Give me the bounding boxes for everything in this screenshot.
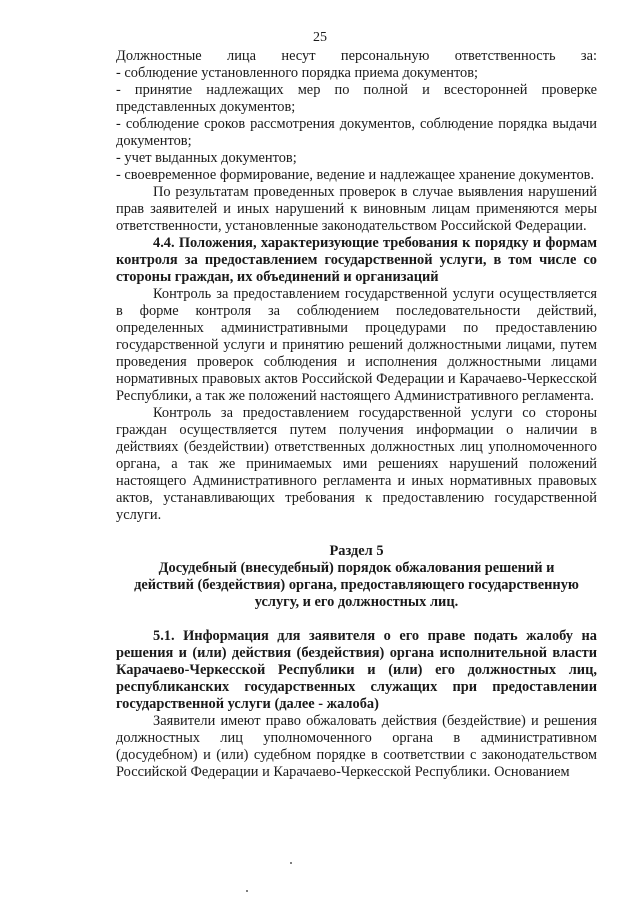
list-item: - принятие надлежащих мер по полной и всесторонней проверке представленных документов; [116,82,597,115]
scan-speck [246,890,248,892]
section-subtitle: действий (бездействия) органа, предоставляющего государственную [134,577,579,593]
list-item: - своевременное формирование, ведение и надлежащее хранение документов. [116,167,595,183]
paragraph-violations: По результатам проведенных проверок в случае выявления нарушений прав заявителей и иных нарушений к виновным лицам применяются меры ответственности, установленные законодательством Российской Федерации. [116,184,597,234]
section-heading-4-4: 4.4. Положения, характеризующие требования к порядку и формам контроля за предоставлением государственной услуги, в том числе со стороны граждан, их объединений и организаций [116,235,597,285]
list-item: - соблюдение установленного порядка приема документов; [116,65,479,81]
paragraph-citizen-control: Контроль за предоставлением государственной услуги со стороны граждан осуществляется путем получения информации о наличии в действиях (бездействии) ответственных должностных лиц уполномоченного органа, а так же принимаемых ими решениях нарушений положений настоящего Административного регламента и иных нормативных правовых актов, устанавливающих требования к предоставлению государственной услуги. [116,405,597,523]
paragraph-control: Контроль за предоставлением государственной услуги осуществляется в форме контроля за соблюдением последовательности действий, определенных административными процедурами по предоставлению государственной услуги и принятию решений должностными лицами, путем проведения проверок соблюдения и исполнения должностными лицами нормативных правовых актов Российской Федерации и Карачаево-Черкесской Республики, а так же положений настоящего Административного регламента. [116,286,597,404]
paragraph-responsibility: Должностные лица несут персональную ответственность за: [116,48,597,64]
section-title-5: Раздел 5 [329,543,384,559]
list-item: - соблюдение сроков рассмотрения документов, соблюдение порядка выдачи документов; [116,116,597,149]
page-number: 25 [313,30,327,45]
section-subtitle: услугу, и его должностных лиц. [254,594,459,610]
paragraph-appeal-rights: Заявители имеют право обжаловать действия (бездействие) и решения должностных лиц уполномоченного органа в административном (досудебном) и (или) судебном порядке в соответствии с законодательством Российской Федерации и Карачаево-Черкесской Республики. Основанием [116,713,597,780]
section-heading-5-1: 5.1. Информация для заявителя о его праве подать жалобу на решения и (или) действия (бездействия) органа исполнительной власти Карачаево-Черкесской Республики и (или) его должностных лиц, республиканских государственных служащих при предоставлении государственной услуги (далее - жалоба) [116,628,597,712]
list-item: - учет выданных документов; [116,150,297,166]
document-body [116,48,597,781]
section-subtitle: Досудебный (внесудебный) порядок обжалования решений и [158,560,555,576]
scan-speck [290,862,292,864]
